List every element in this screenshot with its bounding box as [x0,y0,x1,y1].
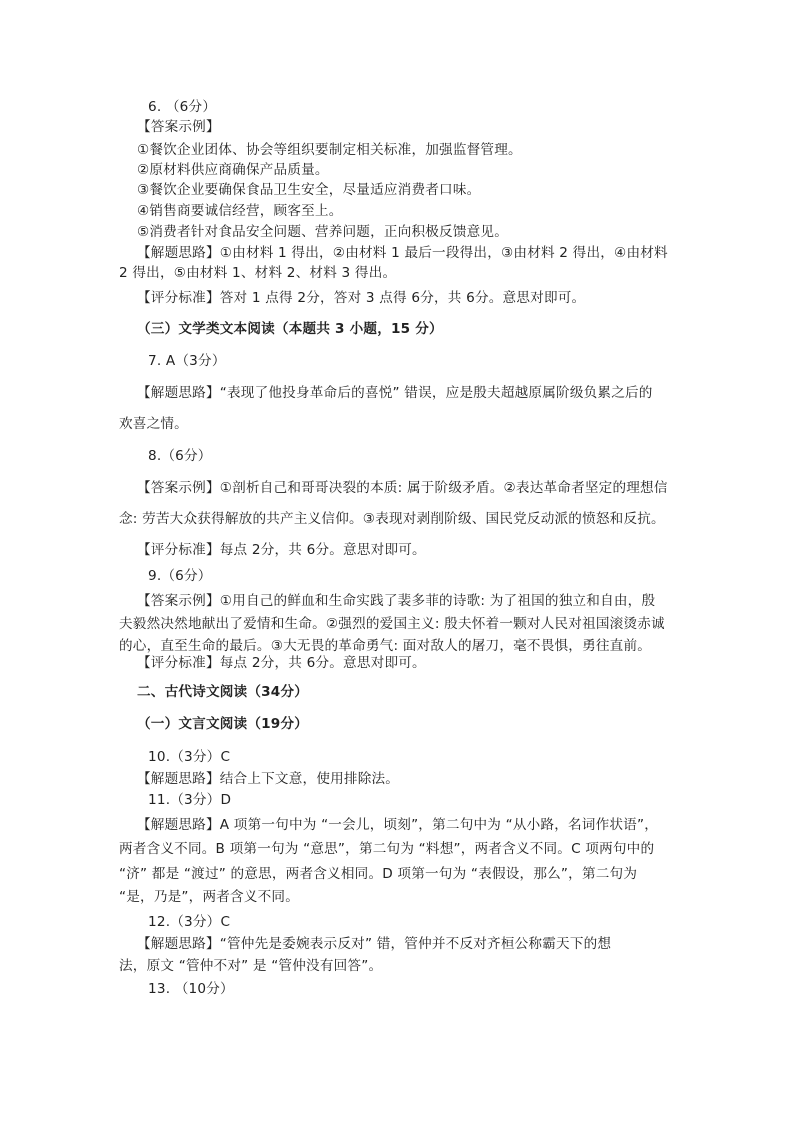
answer-example-label: 【答案示例】 [137,119,220,135]
solution-approach: 【解题思路】结合上下文意，使用排除法。 [137,771,400,787]
answer-point: ②原材料供应商确保产品质量。 [137,162,329,178]
question-9-header: 9.（6分） [148,568,212,584]
answer-point: ③餐饮企业要确保食品卫生安全，尽量适应消费者口味。 [137,182,481,198]
scoring-standard: 【评分标准】每点 2分，共 6分。意思对即可。 [137,542,426,558]
answer-example-cont: 念: 劳苦大众获得解放的共产主义信仰。③表现对剥削阶级、国民党反动派的愤怒和反抗。 [119,511,665,527]
answer-example-cont: 夫毅然决然地献出了爱情和生命。②强烈的爱国主义: 殷夫怀着一颗对人民对祖国滚烫赤诚 [119,616,665,632]
answer-example: 【答案示例】①用自己的鲜血和生命实践了裴多菲的诗歌: 为了祖国的独立和自由，殷 [137,593,656,609]
answer-point: ④销售商要诚信经营，顾客至上。 [137,203,343,219]
question-6-header: 6. （6分） [148,99,217,115]
solution-approach-cont: 法，原文 “管仲不对” 是 “管仲没有回答”。 [119,958,383,974]
answer-point: ①餐饮企业团体、协会等组织要制定相关标准，加强监督管理。 [137,142,522,158]
section-heading-classical: 二、古代诗文阅读（34分） [137,684,309,700]
solution-approach-cont: 欢喜之情。 [119,416,188,432]
scoring-standard: 【评分标准】答对 1 点得 2分，答对 3 点得 6分，共 6分。意思对即可。 [137,290,586,306]
question-10-header: 10.（3分）C [148,749,231,765]
solution-approach-cont: “济” 都是 “渡过” 的意思，两者含义相同。D 项第一句为 “表假设，那么”，第二句为 [119,866,638,882]
solution-approach-cont: “是，乃是”，两者含义不同。 [119,889,300,905]
question-8-header: 8.（6分） [148,448,212,464]
answer-example-cont: 的心，直至生命的最后。③大无畏的革命勇气: 面对敌人的屠刀，毫不畏惧，勇往直前。 [119,638,652,654]
scoring-standard: 【评分标准】每点 2分，共 6分。意思对即可。 [137,655,426,671]
answer-example: 【答案示例】①剖析自己和哥哥决裂的本质: 属于阶级矛盾。②表达革命者坚定的理想信 [137,480,668,496]
solution-approach: 【解题思路】“表现了他投身革命后的喜悦” 错误，应是殷夫超越原属阶级负累之后的 [137,385,653,401]
subsection-heading-classical-prose: （一）文言文阅读（19分） [137,716,309,732]
question-12-header: 12.（3分）C [148,914,231,930]
answer-point: ⑤消费者针对食品安全问题、营养问题，正向积极反馈意见。 [137,224,509,240]
question-7-header: 7. A（3分） [148,353,226,369]
solution-approach: 【解题思路】①由材料 1 得出，②由材料 1 最后一段得出，③由材料 2 得出，④由材料 [137,245,668,261]
section-heading-literary: （三）文学类文本阅读（本题共 3 小题，15 分） [137,321,443,337]
question-13-header: 13. （10分） [148,981,234,997]
question-11-header: 11.（3分）D [148,792,232,808]
solution-approach: 【解题思路】“管仲先是委婉表示反对” 错，管仲并不反对齐桓公称霸天下的想 [137,936,612,952]
solution-approach-cont: 两者含义不同。B 项第一句为 “意思”，第二句为 “料想”，两者含义不同。C 项两句中的 [119,841,655,857]
solution-approach: 【解题思路】A 项第一句中为 “一会儿，顷刻”，第二句中为 “从小路，名词作状语”， [137,817,659,833]
solution-approach-cont: 2 得出，⑤由材料 1、材料 2、材料 3 得出。 [119,265,397,281]
